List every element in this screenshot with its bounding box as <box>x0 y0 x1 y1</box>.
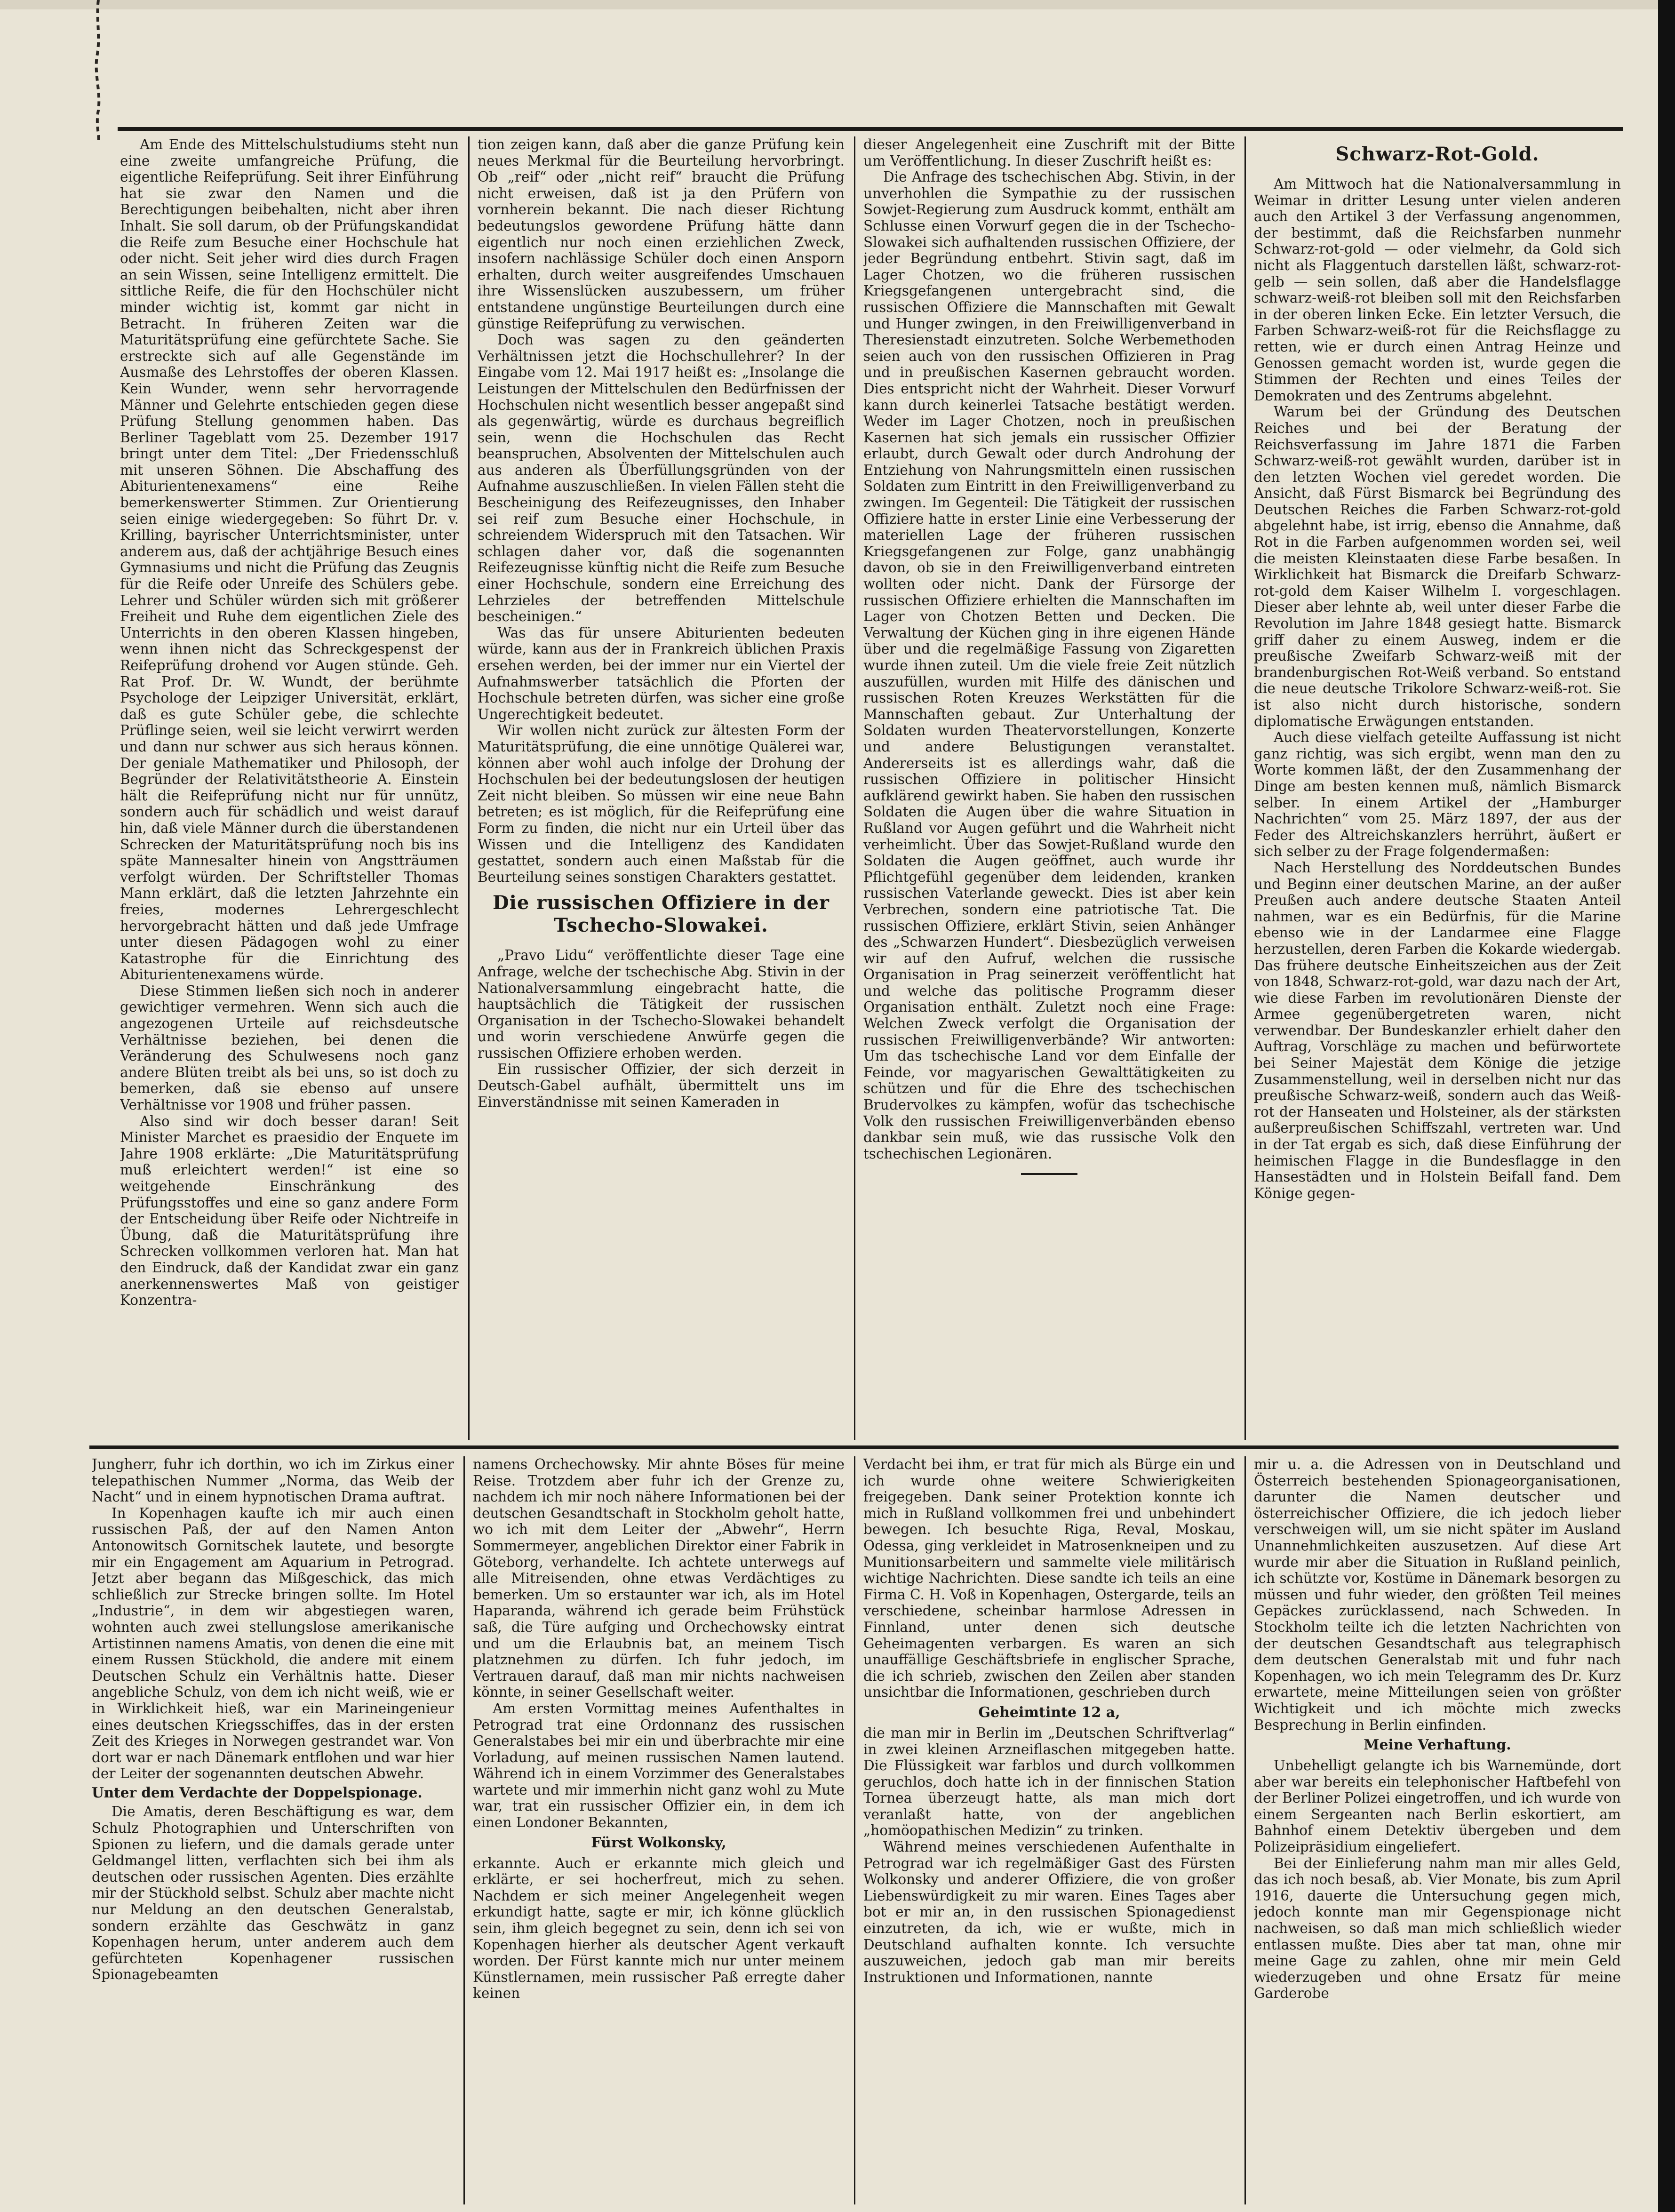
section-subheading: Fürst Wolkonsky, <box>591 1834 726 1851</box>
section-end-rule <box>1021 1173 1077 1175</box>
upper-column-1 <box>120 136 459 1435</box>
paragraph: die man mir in Berlin im „Deutschen Schriftverlag“ in zwei kleinen Arzneiflaschen mitgegeben hatte. Die Flüssigkeit war farblos und durch vollkommen geruchlos, doch hatte ich in der finnischen Station Tornea überzeugt hatte, als man mich dort veranlaßt hatte, von der angeblichen „homöopathischen Medizin“ zu trinken. <box>863 1725 1235 1839</box>
lower-column-1 <box>92 1456 454 2204</box>
paragraph: Die Anfrage des tschechischen Abg. Stivin, in der unverhohlen die Sympathie zu der russischen Sowjet-Regierung zum Ausdruck kommt, enthält am Schlusse einen Vorwurf gegen die in der Tschecho-Slowakei sich aufhaltenden russischen Offiziere, der jeder Begründung entbehrt. Stivin sagt, daß im Lager Chotzen, wo die früheren russischen Kriegsgefangenen untergebracht sind, die russischen Offiziere die Mannschaften mit Gewalt und Hunger zwingen, in den Freiwilligenverband in Theresienstadt einzutreten. Solche Werbemethoden seien auch von den russischen Offizieren in Prag und in preußischen Kasernen gebraucht worden. Dies entspricht nicht der Wahrheit. Dieser Vorwurf kann durch keinerlei Tatsache bestätigt werden. Weder im Lager Chotzen, noch in preußischen Kasernen hat sich jemals ein russischer Offizier erlaubt, durch Gewalt oder durch Androhung der Entziehung von Nahrungsmitteln einen russischen Soldaten zum Eintritt in den Freiwilligenverband zu zwingen. Im Gegenteil: Die Tätigkeit der russischen Offiziere hatte in erster Linie eine Verbesserung der materiellen Lage der früheren russischen Kriegsgefangenen zur Folge, ganz unabhängig davon, ob sie in den Freiwilligenverband eintreten wollten oder nicht. Dank der Fürsorge der russischen Offiziere erhielten die Mannschaften im Lager von Chotzen Betten und Decken. Die Verwaltung der Küchen ging in ihre eigenen Hände über und die regelmäßige Fassung von Zigaretten wurde ihnen zuteil. Um die viele freie Zeit nützlich auszufüllen, wurden mit Hilfe des dänischen und russischen Roten Kreuzes Werkstätten für die Mannschaften gebaut. Zur Unterhaltung der Soldaten wurden Theatervorstellungen, Konzerte und andere Belustigungen veranstaltet. Andererseits ist es allerdings wahr, daß die russischen Offiziere in politischer Hinsicht aufklärend gewirkt haben. Sie haben den russischen Soldaten die Augen über die wahre Situation in Rußland vor Augen geführt und die Wahrheit nicht verheimlicht. Über das Sowjet-Rußland wurde den Soldaten die Augen geöffnet, auch wurde ihr Pflichtgefühl gegenüber dem leidenden, kranken russischen Vaterlande geweckt. Dies ist aber kein Verbrechen, sondern eine patriotische Tat. Die russischen Offiziere, erklärt Stivin, seien Anhänger des „Schwarzen Hundert“. Diesbezüglich verweisen wir auf den Aufruf, welchen die russische Organisation in Prag seinerzeit veröffentlicht hat und welche das politische Programm dieser Organisation enthält. Zuletzt noch eine Frage: Welchen Zweck verfolgt die Organisation der russischen Freiwilligenverbände? Wir antworten: Um das tschechische Land vor dem Einfalle der Feinde, vor magyarischen Gewalttätigkeiten zu schützen und für die Ehre des tschechischen Brudervolkes zu kämpfen, wofür das tschechische Volk den russischen Freiwilligenverbänden ebenso dankbar sein muß, wie das russische Volk den tschechischen Legionären. <box>863 169 1235 1162</box>
paragraph: Verdacht bei ihm, er trat für mich als Bürge ein und ich wurde ohne weitere Schwierigkeiten freigegeben. Dank seiner Protektion konnte ich mich in Rußland vollkommen frei und unbehindert bewegen. Ich besuchte Riga, Reval, Moskau, Odessa, ging verkleidet in Matrosenkneipen und zu Munitionsarbeitern und sammelte viele militärisch wichtige Nachrichten. Diese sandte ich teils an eine Firma C. H. Voß in Kopenhagen, Ostergarde, teils an verschiedene, scheinbar harmlose Adressen in Finnland, unter denen sich deutsche Geheimagenten verbargen. Es waren an sich unauffällige Geschäftsbriefe in englischer Sprache, die ich schrieb, zwischen den Zeilen aber standen unsichtbar die Informationen, geschrieben durch <box>863 1456 1235 1701</box>
upper-column-2 <box>478 136 845 1435</box>
column-divider <box>1244 136 1246 1440</box>
paragraph: Nach Herstellung des Norddeutschen Bundes und Beginn einer deutschen Marine, an der außer Preußen auch andere deutsche Staaten Anteil nahmen, war es ein Bedürfnis, für die Marine ebenso wie in der Landarmee eine Flagge herzustellen, deren Farben die Kokarde wiedergab. Das frühere deutsche Einheitszeichen aus der Zeit von 1848, Schwarz-rot-gold, war dazu nach der Art, wie diese Farben im revolutionären Dienste der Armee gegenübergetreten waren, nicht verwendbar. Der Bundeskanzler erhielt daher den Auftrag, Vorschläge zu machen und befürwortete bei Seiner Majestät dem Könige die jetzige Zusammenstellung, weil in derselben nicht nur das preußische Schwarz-weiß, sondern auch das Weiß-rot der Hanseaten und Holsteiner, als der stärksten außerpreußischen Schiffszahl, vertreten war. Und in der Tat ergab es sich, daß diese Einführung der heimischen Flagge in die Bundesflagge in den Hansestädten und in Holstein Beifall fand. Dem Könige gegen- <box>1254 859 1621 1201</box>
paragraph: Also sind wir doch besser daran! Seit Minister Marchet es praesidio der Enquete im Jahre 1908 erklärte: „Die Maturitätsprüfung muß erleichtert werden!“ ist eine so weitgehende Einschränkung des Prüfungsstoffes und eine so ganz andere Form der Entscheidung über Reife oder Nichtreife in Übung, daß die Maturitätsprüfung ihre Schrecken vollkommen verloren hat. Man hat den Eindruck, daß der Kandidat zwar ein ganz anerkennenswertes Maß von geistiger Konzentra- <box>120 1113 459 1309</box>
paragraph: Bei der Einlieferung nahm man mir alles Geld, das ich noch besaß, ab. Vier Monate, bis zum April 1916, dauerte die Untersuchung gegen mich, jedoch konnte man mir Gegenspionage nicht nachweisen, so daß man mich schließlich wieder entlassen mußte. Dies aber tat man, ohne mir meine Gage zu zahlen, ohne mir mein Geld wiederzugeben und ohne Ersatz für meine Garderobe <box>1254 1855 1621 2002</box>
article-heading: Die russischen Offiziere in der Tschecho-Slowakei. <box>492 892 830 937</box>
top-rule <box>118 127 1623 131</box>
article-heading: Schwarz-Rot-Gold. <box>1335 143 1539 165</box>
page-right-edge <box>1658 0 1675 2212</box>
section-subheading: Geheimtinte 12 a, <box>978 1704 1120 1721</box>
paragraph: Auch diese vielfach geteilte Auffassung ist nicht ganz richtig, was sich ergibt, wenn man den zu Worte kommen läßt, der den Zusammenhang der Dinge am besten kennen muß, nämlich Bismarck selber. In einem Artikel der „Hamburger Nachrichten“ vom 25. März 1897, der aus der Feder des Altreichskanzlers herrührt, äußert er sich selber zu der Frage folgendermaßen: <box>1254 729 1621 860</box>
section-divider-rule <box>89 1445 1619 1449</box>
paragraph: mir u. a. die Adressen von in Deutschland und Österreich bestehenden Spionageorganisationen, darunter die Namen deutscher und österreichischer Offiziere, die ich jedoch lieber verschweigen will, um sie nicht später im Ausland Unannehmlichkeiten auszusetzen. Auf diese Art wurde mir aber die Situation in Rußland peinlich, ich schützte vor, Kostüme in Dänemark besorgen zu müssen und fuhr wieder, den größten Teil meines Gepäckes zurücklassend, nach Schweden. In Stockholm teilte ich die letzten Nachrichten von der deutschen Gesandtschaft aus telegraphisch dem deutschen Generalstab mit und fuhr nach Kopenhagen, wo ich mein Telegramm des Dr. Kurz erwartete, meine Mitteilungen seien von größter Wichtigkeit und ich möchte mich zwecks Besprechung in Berlin einfinden. <box>1254 1456 1621 1733</box>
paragraph: Während meines verschiedenen Aufenthalte in Petrograd war ich regelmäßiger Gast des Fürsten Wolkonsky und anderer Offiziere, die von großer Liebenswürdigkeit zu mir waren. Eines Tages aber bot er mir an, in den russischen Spionagedienst einzutreten, da ich, wie er wußte, mich in Deutschland aufhalten konnte. Ich versuchte auszuweichen, jedoch gab man mir bereits Instruktionen und Informationen, nannte <box>863 1839 1235 1985</box>
paragraph: Warum bei der Gründung des Deutschen Reiches und bei der Beratung der Reichsverfassung im Jahre 1871 die Farben Schwarz-weiß-rot gewählt wurden, darüber ist in den letzten Wochen viel geredet worden. Die Ansicht, daß Fürst Bismarck bei Begründung des Deutschen Reiches die Farben Schwarz-rot-gold abgelehnt habe, ist irrig, ebenso die Annahme, daß Rot in die Farben aufgenommen worden sei, weil die meisten Kleinstaaten diese Farbe besaßen. In Wirklichkeit hat Bismarck die Dreifarb Schwarz-rot-gold dem Kaiser Wilhelm I. vorgeschlagen. Dieser aber lehnte ab, weil unter dieser Farbe die Revolution im Jahre 1848 gesiegt hatte. Bismarck griff daher zu einem Ausweg, indem er die preußische Zweifarb Schwarz-weiß mit der brandenburgischen Rot-Weiß verband. So entstand die neue deutsche Trikolore Schwarz-weiß-rot. Sie ist also nicht durch historische, sondern diplomatische Erwägungen entstanden. <box>1254 404 1621 729</box>
lower-column-3 <box>863 1456 1235 2204</box>
paragraph: Ein russischer Offizier, der sich derzeit in Deutsch-Gabel aufhält, übermittelt uns im Einverständnisse mit seinen Kameraden in <box>478 1061 845 1110</box>
paragraph: Am Mittwoch hat die Nationalversammlung in Weimar in dritter Lesung unter vielen anderen auch den Artikel 3 der Verfassung angenommen, der bestimmt, daß die Reichsfarben nunmehr Schwarz-rot-gold — oder vielmehr, da Gold sich nicht als Flaggentuch darstellen läßt, schwarz-rot-gelb — sein sollen, daß aber die Handelsflagge schwarz-weiß-rot bleiben soll mit den Reichsfarben in der oberen linken Ecke. Ein letzter Versuch, die Farben Schwarz-weiß-rot für die Reichsflagge zu retten, wie er durch einen Antrag Heinze und Genossen gemacht worden ist, wurde gegen die Stimmen der Rechten und eines Teiles der Demokraten und des Zentrums abgelehnt. <box>1254 176 1621 404</box>
paragraph: Diese Stimmen ließen sich noch in anderer gewichtiger vermehren. Wenn sich auch die angezogenen Urteile auf reichsdeutsche Verhältnisse beziehen, bei denen die Veränderung des Schulwesens noch ganz andere Blüten treibt als bei uns, so ist doch zu bemerken, daß sie ebenso auf unsere Verhältnisse vor 1908 und früher passen. <box>120 982 459 1113</box>
lower-column-4 <box>1254 1456 1621 2204</box>
section-subheading: Meine Verhaftung. <box>1364 1737 1511 1754</box>
paragraph: namens Orchechowsky. Mir ahnte Böses für meine Reise. Trotzdem aber fuhr ich der Grenze zu, nachdem ich mir noch nähere Informationen bei der deutschen Gesandtschaft in Stockholm geholt hatte, wo ich mit dem Leiter der „Abwehr“, Herrn Sommermeyer, angeblichen Direktor einer Fabrik in Göteborg, verhandelte. Ich achtete unterwegs auf alle Mitreisenden, ohne etwas Verdächtiges zu bemerken. Um so erstaunter war ich, als im Hotel Haparanda, während ich gerade beim Frühstück saß, die Türe aufging und Orchechowsky eintrat und um die Erlaubnis bat, an meinem Tisch platznehmen zu dürfen. Ich fuhr jedoch, im Vertrauen darauf, daß man mir nichts nachweisen könnte, in seiner Gesellschaft weiter. <box>473 1456 845 1701</box>
column-divider <box>1244 1456 1246 2204</box>
upper-column-4 <box>1254 136 1621 1435</box>
paragraph: In Kopenhagen kaufte ich mir auch einen russischen Paß, der auf den Namen Anton Antonowitsch Gornitschek lautete, und besorgte mir ein Engagement am Aquarium in Petrograd. Jetzt aber begann das Mißgeschick, das mich schließlich zur Strecke bringen sollte. Im Hotel „Industrie“, in dem wir abgestiegen waren, wohnten auch zwei stellungslose amerikanische Artistinnen namens Amatis, von denen die eine mit einem Russen Stückhold, die andere mit einem Deutschen Schulz ein Verhältnis hatte. Dieser angebliche Schulz, von dem ich nicht weiß, wie er in Wirklichkeit hieß, war ein Marineingenieur eines deutschen Kriegsschiffes, das in der ersten Zeit des Krieges in Norwegen gestrandet war. Von dort war er nach Dänemark entflohen und war hier der Leiter der sogenannten deutschen Abwehr. <box>92 1505 454 1782</box>
column-divider <box>854 136 855 1440</box>
paragraph: tion zeigen kann, daß aber die ganze Prüfung kein neues Merkmal für die Beurteilung hervorbringt. Ob „reif“ oder „nicht reif“ braucht die Prüfung nicht erweisen, daß ist ja den Prüfern von vornherein bekannt. Die nach dieser Richtung bedeutungslos gewordene Prüfung hätte dann eigentlich nur noch einen erziehlichen Zweck, insofern nachlässige Schüler doch einen Ansporn erhalten, durch weiter ausgreifendes Umschauen ihre Wissenslücken auszubessern, um früher entstandene ungünstige Beurteilungen durch eine günstige Reifeprüfung zu verwischen. <box>478 136 845 332</box>
paragraph: Unbehelligt gelangte ich bis Warnemünde, dort aber war bereits ein telephonischer Haftbefehl von der Berliner Polizei eingetroffen, und ich wurde von einem Sergeanten nach Berlin eskortiert, am Bahnhof einem Detektiv übergeben und dem Polizeipräsidium eingeliefert. <box>1254 1757 1621 1855</box>
column-divider <box>463 1456 465 2204</box>
paragraph: Die Amatis, deren Beschäftigung es war, dem Schulz Photographien und Unterschriften von Spionen zu liefern, und die damals gerade unter Geldmangel litten, verflachten sich bei ihm als deutschen oder russischen Agenten. Dies erzählte mir der Stückhold selbst. Schulz aber machte nicht nur Meldung an den deutschen Generalstab, sondern erzählte das Geschwätz in ganz Kopenhagen herum, unter anderem auch dem gefürchteten Kopenhagener russischen Spionagebeamten <box>92 1804 454 1983</box>
paragraph: erkannte. Auch er erkannte mich gleich und erklärte, er sei hocherfreut, mich zu sehen. Nachdem er sich meiner Angelegenheit wegen erkundigt hatte, sagte er mir, ich könne glücklich sein, ihm gleich begegnet zu sein, denn ich sei von Kopenhagen hierher als deutscher Agent verkauft worden. Der Fürst kannte mich nur unter meinem Künstlernamen, mein russischer Paß erregte daher keinen <box>473 1855 845 2002</box>
paragraph: Jungherr, fuhr ich dorthin, wo ich im Zirkus einer telepathischen Nummer „Norma, das Weib der Nacht“ und in einem hypnotischen Drama auftrat. <box>92 1456 454 1505</box>
ink-smudge-mark <box>89 0 107 141</box>
paragraph: Am ersten Vormittag meines Aufenthaltes in Petrograd trat eine Ordonnanz des russischen Generalstabes bei mir ein und überbrachte mir eine Vorladung, auf meinen russischen Namen lautend. Während ich in einem Vorzimmer des Generalstabes wartete und mir immerhin nicht ganz wohl zu Mute war, trat ein russischer Offizier ein, in dem ich einen Londoner Bekannten, <box>473 1700 845 1831</box>
paragraph: Was das für unsere Abiturienten bedeuten würde, kann aus der in Frankreich üblichen Praxis ersehen werden, bei der immer nur ein Viertel der Aufnahmswerber tatsächlich die Pforten der Hochschule betreten dürfen, was sicher eine große Ungerechtigkeit bedeutet. <box>478 624 845 722</box>
paragraph: „Pravo Lidu“ veröffentlichte dieser Tage eine Anfrage, welche der tschechische Abg. Stivin in der Nationalversammlung eingebracht hatte, die hauptsächlich die Tätigkeit der russischen Organisation in der Tschecho-Slowakei behandelt und worin verschiedene Anwürfe gegen die russischen Offiziere erhoben werden. <box>478 947 845 1061</box>
column-divider <box>468 136 470 1440</box>
section-subheading: Unter dem Verdachte der Doppelspionage. <box>92 1784 423 1801</box>
page-top-edge <box>0 0 1675 9</box>
column-divider <box>854 1456 855 2204</box>
paragraph: Doch was sagen zu den geänderten Verhältnissen jetzt die Hochschullehrer? In der Eingabe vom 12. Mai 1917 heißt es: „Insolange die Leistungen der Mittelschulen den Bedürfnissen der Hochschulen nicht wesentlich besser angepaßt sind als gegenwärtig, würde es durchaus begreiflich sein, wenn die Hochschulen das Recht beanspruchen, Absolventen der Mittelschulen auch aus anderen als Überfüllungsgründen von der Aufnahme auszuschließen. In vielen Fällen steht die Bescheinigung des Reifezeugnisses, den Inhaber sei reif zum Besuche einer Hochschule, in schreiendem Widerspruch mit den Tatsachen. Wir schlagen daher vor, daß die sogenannten Reifezeugnisse künftig nicht die Reife zum Besuche einer Hochschule, sondern eine Erreichung des Lehrzieles der betreffenden Mittelschule bescheinigen.“ <box>478 332 845 625</box>
paragraph: Am Ende des Mittelschulstudiums steht nun eine zweite umfangreiche Prüfung, die eigentliche Reifeprüfung. Seit ihrer Einführung hat sie zwar den Namen und die Berechtigungen beibehalten, nicht aber ihren Inhalt. Sie soll darum, ob der Prüfungskandidat die Reife zum Besuche einer Hochschule hat oder nicht. Seit jeher wird dies durch Fragen an sein Wissen, seine Intelligenz ermittelt. Die sittliche Reife, die für den Hochschüler nicht minder wichtig ist, kommt gar nicht in Betracht. In früheren Zeiten war die Maturitätsprüfung eine gefürchtete Sache. Sie erstreckte sich auf alle Gegenstände im Ausmaße des Lehrstoffes der oberen Klassen. Kein Wunder, wenn sehr hervorragende Männer und Gelehrte entschieden gegen diese Prüfung Stellung genommen haben. Das Berliner Tageblatt vom 25. Dezember 1917 bringt unter dem Titel: „Der Friedensschluß mit unseren Söhnen. Die Abschaffung des Abiturientenexamens“ eine Reihe bemerkenswerter Stimmen. Zur Orientierung seien einige wiedergegeben: So führt Dr. v. Krilling, bayrischer Unterrichtsminister, unter anderem aus, daß der achtjährige Besuch eines Gymnasiums und nicht die Prüfung das Zeugnis für die Reife oder Unreife des Schülers gebe. Lehrer und Schüler würden sich mit größerer Freiheit und Ruhe dem eigentlichen Ziele des Unterrichts in den oberen Klassen hingeben, wenn ihnen nicht das Schreckgespenst der Reifeprüfung drohend vor Augen stünde. Geh. Rat Prof. Dr. W. Wundt, der berühmte Psychologe der Leipziger Universität, erklärt, daß es gute Schüler gebe, die schlechte Prüflinge seien, weil sie leicht verwirrt werden und dann nur schwer aus sich heraus können. Der geniale Mathematiker und Philosoph, der Begründer der Relativitätstheorie A. Einstein hält die Reifeprüfung nicht nur für unnütz, sondern auch für schädlich und weist darauf hin, daß viele Männer durch die überstandenen Schrecken der Maturitätsprüfung noch bis ins späte Mannesalter hinein von Angstträumen verfolgt würden. Der Schriftsteller Thomas Mann erklärt, daß die letzten Jahrzehnte ein freies, modernes Lehrergeschlecht hervorgebracht hätten und daß jede Umfrage unter diesen Pädagogen wohl zu einer Katastrophe für die Einrichtung des Abiturientenexamens würde. <box>120 136 459 983</box>
paragraph: dieser Angelegenheit eine Zuschrift mit der Bitte um Veröffentlichung. In dieser Zuschrift heißt es: <box>863 136 1235 169</box>
lower-column-2 <box>473 1456 845 2204</box>
paragraph: Wir wollen nicht zurück zur ältesten Form der Maturitätsprüfung, die eine unnötige Quälerei war, können aber wohl auch infolge der Drohung der Hochschulen bei der bedeutungslosen der heutigen Zeit nicht bleiben. So müssen wir eine neue Bahn betreten; es ist möglich, für die Reifeprüfung eine Form zu finden, die nicht nur ein Urteil über das Wissen und die Intelligenz des Kandidaten gestattet, sondern auch einen Maßstab für die Beurteilung seines sonstigen Charakters gestattet. <box>478 722 845 885</box>
upper-column-3 <box>863 136 1235 1435</box>
